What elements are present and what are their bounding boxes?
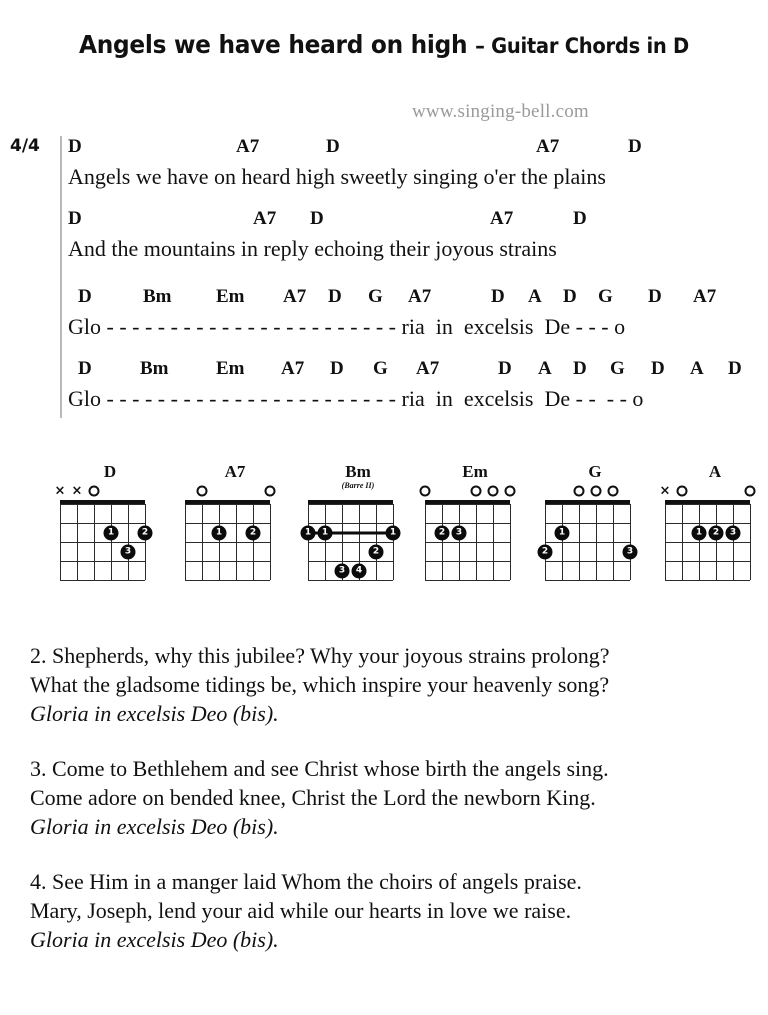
fret-line [185,580,270,581]
stanza-verse-1-line-1 [68,136,768,192]
chord-diagram-d [50,462,170,602]
string-line [750,504,751,580]
time-signature: 4/4 [10,136,40,156]
fret-line [545,542,630,543]
finger-dot: 1 [301,525,316,540]
verse-refrain: Gloria in excelsis Deo (bis). [30,814,279,839]
fret-line [308,504,393,505]
chord-label: D [573,358,587,379]
open-string-marker [608,486,619,497]
lyric-line: Glo - - - - - - - - - - - - - - - - - - - - - - - ria in excelsis De - - - - o [68,386,644,411]
fret-line [545,523,630,524]
chord-label: D [68,136,82,157]
fret-line [665,561,750,562]
chord-diagram-name: A [708,462,722,481]
chord-label: D [498,358,512,379]
finger-dot: 2 [246,525,261,540]
chord-label: D [573,208,587,229]
lyric-line: And the mountains in reply echoing their joyous strains [68,236,557,261]
fret-line [425,504,510,505]
fretboard-grid [54,483,149,580]
chord-label: D [330,358,344,379]
string-line [393,504,394,580]
stanza-spacer [68,342,768,358]
fret-line [185,504,270,505]
fret-line [185,542,270,543]
verse-line: Come adore on bended knee, Christ the Lord the newborn King. [30,785,596,810]
finger-dot: 2 [538,544,553,559]
chord-row [68,136,768,162]
finger-dot: 2 [709,525,724,540]
finger-dot: 2 [369,544,384,559]
chord-label: Em [216,358,245,379]
chord-label: A7 [281,358,305,379]
finger-dot: 4 [352,563,367,578]
fretboard-grid [659,483,750,580]
chord-label: D [648,286,662,307]
chord-diagram-name: A7 [224,462,246,481]
chord-row [68,286,768,312]
finger-dot: 3 [121,544,136,559]
fretboard-grid [425,504,510,580]
fretboard-grid [185,504,270,580]
open-string-marker [471,486,482,497]
finger-dot: 2 [435,525,450,540]
chord-label: A [690,358,704,379]
fret-line [308,542,393,543]
page-title-kicker: – Guitar Chords in D [475,34,689,58]
chord-diagram-em [415,462,535,602]
chord-diagram-name: G [588,462,602,481]
fret-line [60,504,145,505]
fret-line [185,523,270,524]
chord-label: D [628,136,642,157]
finger-dot: 3 [623,544,638,559]
fret-line [545,504,630,505]
chord-label: D [728,358,742,379]
chord-diagram-a7 [175,462,295,602]
fret-line [60,523,145,524]
site-url-watermark: www.singing-bell.com [412,101,589,122]
fret-line [60,580,145,581]
muted-string-marker: × [54,483,66,499]
fret-line [425,580,510,581]
chord-label: D [310,208,324,229]
chord-diagram-name: D [103,462,117,481]
chord-label: A7 [253,208,277,229]
chord-label: A7 [236,136,260,157]
verse-refrain: Gloria in excelsis Deo (bis). [30,701,279,726]
muted-string-marker: × [659,483,671,499]
chord-label: A7 [693,286,717,307]
verse-list [30,641,730,980]
fret-line [60,542,145,543]
open-string-marker [420,486,431,497]
open-string-marker [574,486,585,497]
finger-dot: 1 [318,525,333,540]
fret-line [665,504,750,505]
chord-label: D [326,136,340,157]
fretboard-grid [541,504,634,580]
open-string-marker [591,486,602,497]
finger-dot: 3 [726,525,741,540]
verse-line: What the gladsome tidings be, which inspire your heavenly song? [30,672,610,697]
chord-diagram-name: Bm [345,462,371,481]
chord-label: A7 [408,286,432,307]
chord-label: G [610,358,625,379]
chord-label: Bm [143,286,172,307]
finger-dot: 2 [138,525,153,540]
muted-string-marker: × [71,483,83,499]
stanza-chorus-line-2 [68,358,768,414]
chord-label: D [651,358,665,379]
verse [30,641,730,728]
string-line [630,504,631,580]
verse-line: 3. Come to Bethlehem and see Christ whose birth the angels sing. [30,756,609,781]
finger-dot: 3 [335,563,350,578]
verse-line: 2. Shepherds, why this jubilee? Why your joyous strains prolong? [30,643,610,668]
chord-label: A [538,358,552,379]
fretboard-grid [304,504,397,580]
chord-label: D [78,286,92,307]
verse-refrain: Gloria in excelsis Deo (bis). [30,927,279,952]
chord-label: Em [216,286,245,307]
fret-line [665,580,750,581]
barre-position-label: (Barre II) [341,481,375,490]
page-title-main: Angels we have heard on high [79,30,476,59]
stanza-spacer [68,192,768,208]
staff-bar-line [60,136,62,418]
stanza-spacer [68,414,768,430]
chord-label: Bm [140,358,169,379]
chord-row [68,208,768,234]
fret-line [308,580,393,581]
chord-diagram-bm [298,462,418,602]
chord-diagram-row [0,462,768,602]
open-string-marker [677,486,688,497]
finger-dot: 1 [692,525,707,540]
finger-dot: 1 [555,525,570,540]
chord-label: G [598,286,613,307]
open-string-marker [488,486,499,497]
chord-diagram-a [655,462,768,602]
chord-label: A7 [490,208,514,229]
stanza-chorus-line-1 [68,286,768,342]
lyric-line: Angels we have on heard high sweetly singing o'er the plains [68,164,606,189]
chord-diagram-g [535,462,655,602]
chord-label: A7 [283,286,307,307]
open-string-marker [197,486,208,497]
fret-line [185,561,270,562]
finger-dot: 1 [212,525,227,540]
chord-label: D [68,208,82,229]
chord-label: D [491,286,505,307]
finger-dot: 1 [104,525,119,540]
chord-label: G [373,358,388,379]
fret-line [425,523,510,524]
fret-line [308,561,393,562]
chord-label: A7 [536,136,560,157]
fret-line [665,542,750,543]
string-line [270,504,271,580]
string-line [510,504,511,580]
chord-label: A [528,286,542,307]
verse [30,867,730,954]
chord-label: A7 [416,358,440,379]
verse [30,754,730,841]
fret-line [60,561,145,562]
fret-line [545,580,630,581]
finger-dot: 3 [452,525,467,540]
stanza-verse-1-line-2 [68,208,768,264]
chord-label: D [563,286,577,307]
fret-line [425,561,510,562]
chord-lyric-staff [68,136,768,430]
open-string-marker [745,486,756,497]
verse-line: 4. See Him in a manger laid Whom the choirs of angels praise. [30,869,582,894]
verse-line: Mary, Joseph, lend your aid while our hearts in love we raise. [30,898,572,923]
page-title [27,30,741,59]
chord-label: G [368,286,383,307]
fret-line [545,561,630,562]
open-string-marker [505,486,516,497]
string-line [145,504,146,580]
chord-label: D [328,286,342,307]
chord-diagram-name: Em [462,462,488,481]
open-string-marker [89,486,100,497]
chord-label: D [78,358,92,379]
finger-dot: 1 [386,525,401,540]
fret-line [308,523,393,524]
stanza-spacer [68,264,768,286]
fret-line [425,542,510,543]
chord-row [68,358,768,384]
lyric-line: Glo - - - - - - - - - - - - - - - - - - - - - - - ria in excelsis De - - - o [68,314,626,339]
open-string-marker [265,486,276,497]
fret-line [665,523,750,524]
